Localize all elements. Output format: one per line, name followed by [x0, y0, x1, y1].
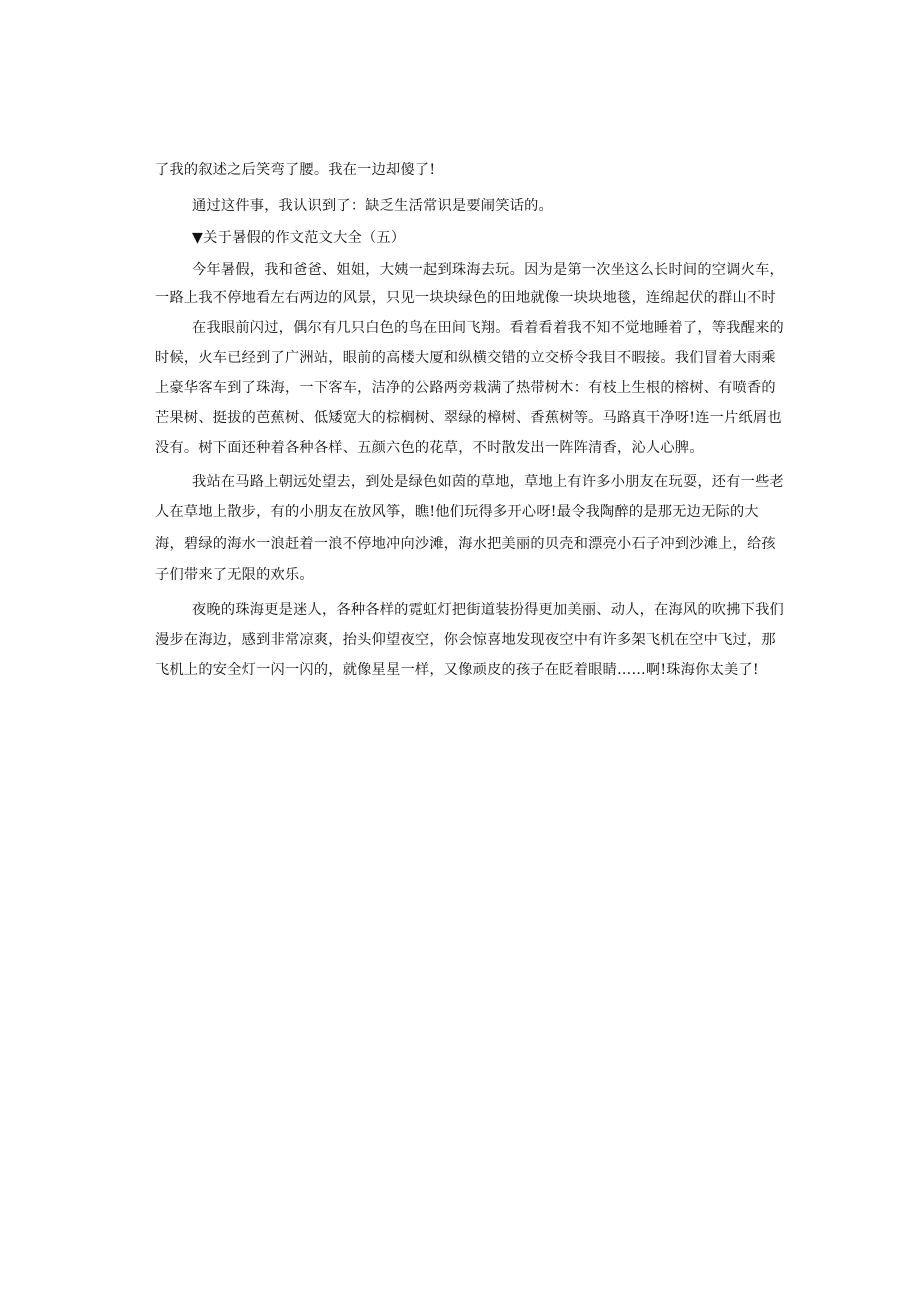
text-line: 芒果树、挺拔的芭蕉树、低矮宽大的棕榈树、翠绿的樟树、香蕉树等。马路真干净呀!连一片纸屑也: [155, 410, 782, 426]
text-line: 漫步在海边，感到非常凉爽，抬头仰望夜空，你会惊喜地发现夜空中有许多架飞机在空中飞过，那: [155, 632, 776, 648]
text-line: 飞机上的安全灯一闪一闪的，就像星星一样，又像顽皮的孩子在眨着眼睛……啊!珠海你太美了!: [155, 662, 759, 678]
text-line: 夜晚的珠海更是迷人，各种各样的霓虹灯把街道装扮得更加美丽、动人，在海风的吹拂下我们: [192, 602, 784, 618]
text-line: 在我眼前闪过，偶尔有几只白色的鸟在田间飞翔。看着看着我不知不觉地睡着了，等我醒来的: [192, 320, 784, 336]
text-line: 上豪华客车到了珠海，一下客车，洁净的公路两旁栽满了热带树木：有枝上生根的榕树、有喷香的: [155, 380, 776, 396]
text-line: 海，碧绿的海水一浪赶着一浪不停地冲向沙滩，海水把美丽的贝壳和漂亮小石子冲到沙滩上，给孩: [155, 536, 776, 552]
text-line: 人在草地上散步，有的小朋友在放风筝，瞧!他们玩得多开心呀!最令我陶醉的是那无边无际的大: [155, 504, 759, 520]
text-line: 子们带来了无限的欢乐。: [155, 567, 314, 583]
section-heading: ▼关于暑假的作文范文大全（五）: [192, 230, 406, 246]
text-line: 今年暑假，我和爸爸、姐姐，大姨一起到珠海去玩。因为是第一次坐这么长时间的空调火车，: [192, 262, 784, 278]
text-line: 一路上我不停地看左右两边的风景，只见一块块绿色的田地就像一块块地毯，连绵起伏的群山不时: [155, 290, 776, 306]
text-line: 了我的叙述之后笑弯了腰。我在一边却傻了!: [155, 162, 436, 178]
text-line: 通过这件事，我认识到了：缺乏生活常识是要闹笑话的。: [192, 198, 553, 214]
text-line: 时候，火车已经到了广洲站，眼前的高楼大厦和纵横交错的立交桥令我目不暇接。我们冒着大雨乘: [155, 350, 776, 366]
text-line: 我站在马路上朝远处望去，到处是绿色如茵的草地，草地上有许多小朋友在玩耍，还有一些老: [192, 474, 784, 490]
text-line: 没有。树下面还种着各种各样、五颜六色的花草，不时散发出一阵阵清香，沁人心脾。: [155, 440, 704, 456]
